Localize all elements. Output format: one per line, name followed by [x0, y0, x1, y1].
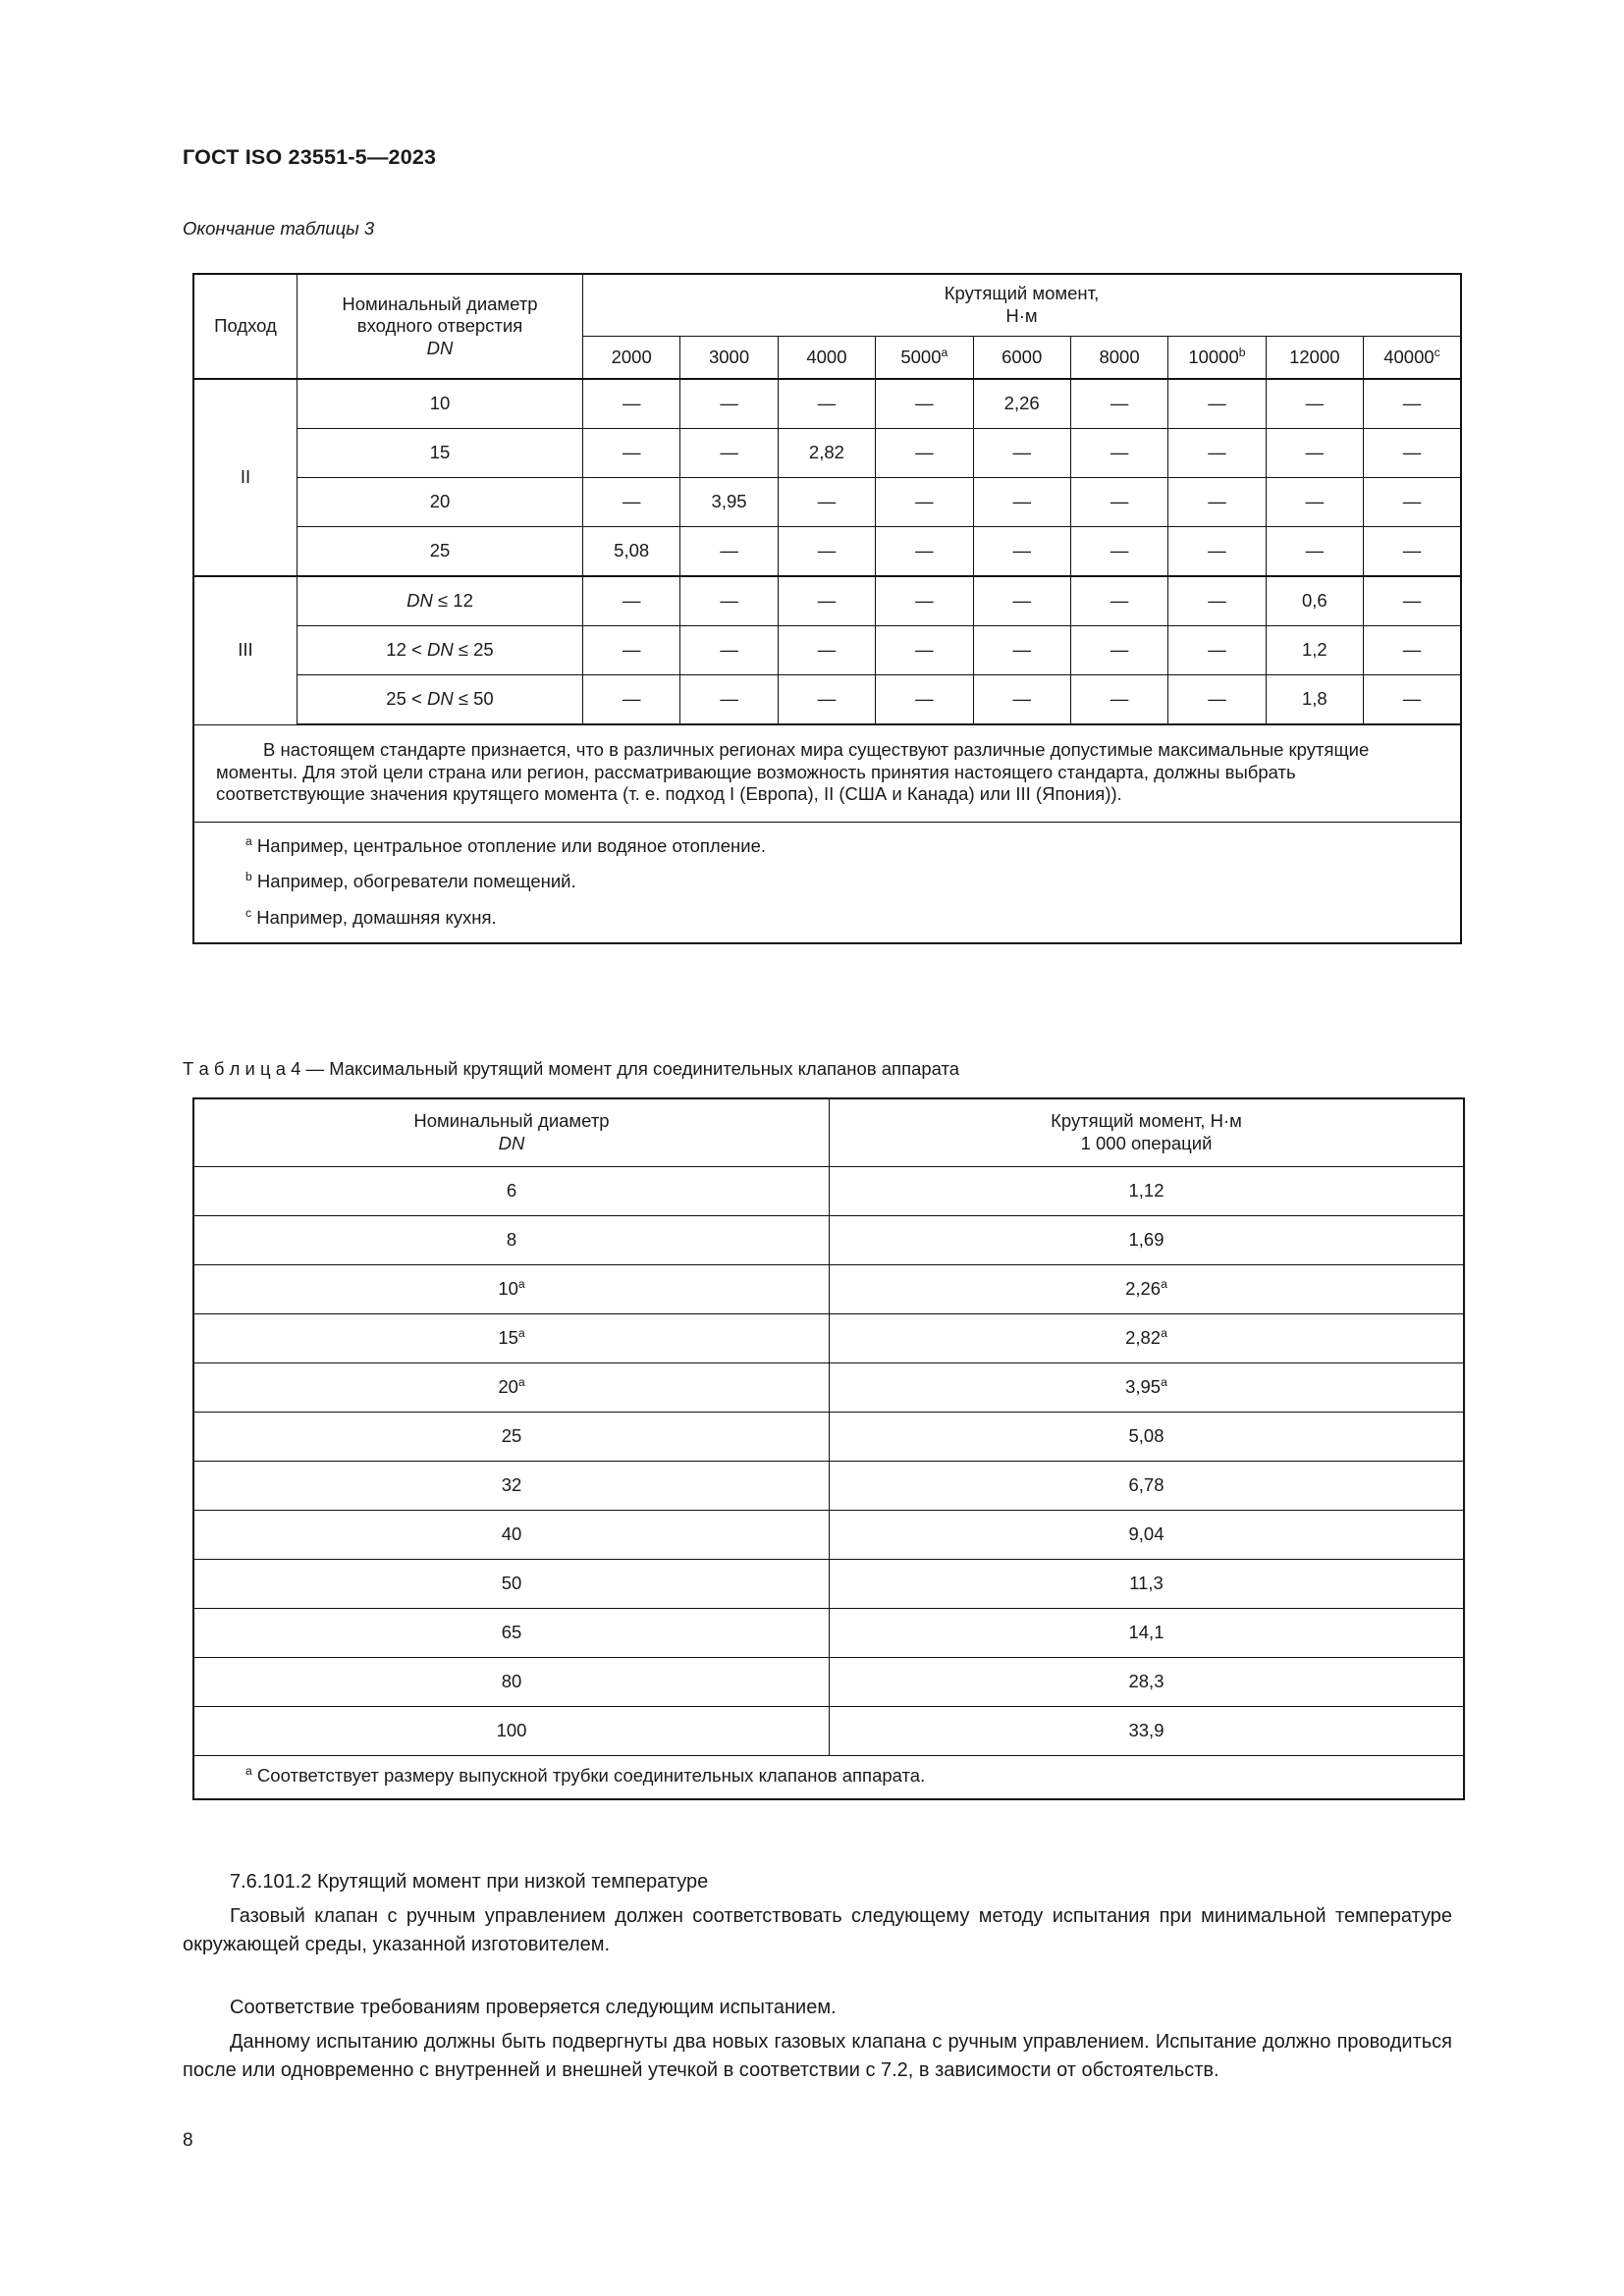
table3-footnote: $^c$ Например, домашняя кухня.	[193, 900, 1461, 944]
footnote-marker: a	[517, 1375, 525, 1390]
table4-data-row	[193, 1658, 1464, 1707]
table4-torque-cell: 1,12	[830, 1167, 1465, 1216]
table3-value-cell: —	[1168, 626, 1266, 675]
page-number: 8	[183, 2130, 193, 2151]
table4-torque-cell: 28,3	[830, 1658, 1465, 1707]
table4-header-row	[193, 1098, 1464, 1167]
table4-torque-cell: 2,26$^a$	[830, 1265, 1465, 1314]
table3-value-cell: —	[583, 675, 680, 725]
table3-dn-cell: 12 < DN ≤ 25	[298, 626, 583, 675]
table3-value-cell: —	[1168, 675, 1266, 725]
table3-data-row	[193, 379, 1461, 429]
table4-torque-cell: 6,78	[830, 1462, 1465, 1511]
table4-dn-cell: 40	[193, 1511, 830, 1560]
table3-value-cell: —	[778, 626, 875, 675]
table3-value-cell: 2,26	[973, 379, 1070, 429]
table3-value-cell: —	[1070, 429, 1167, 478]
page-header-standard-title: ГОСТ ISO 23551-5—2023	[183, 145, 437, 169]
table3-data-row	[193, 429, 1461, 478]
table4-data-row	[193, 1707, 1464, 1756]
table3-value-cell: —	[1168, 576, 1266, 626]
table3-value-cell: 1,2	[1266, 626, 1363, 675]
table3-value-cell: —	[876, 527, 973, 577]
table4-data-row	[193, 1363, 1464, 1413]
table3-value-cell: —	[1266, 527, 1363, 577]
table3-value-cell: —	[680, 429, 778, 478]
table3-approach-cell: III	[193, 576, 298, 724]
footnote-marker: a	[1161, 1277, 1167, 1292]
table3-value-cell: —	[973, 527, 1070, 577]
table4-data-row	[193, 1511, 1464, 1560]
table3-value-cell: —	[1266, 379, 1363, 429]
table3-value-cell: —	[973, 626, 1070, 675]
table3-value-cell: —	[583, 429, 680, 478]
table3-value-cell: —	[973, 429, 1070, 478]
table3-value-cell: —	[876, 626, 973, 675]
table4-dn-cell: 20$^a$	[193, 1363, 830, 1413]
footnote-marker: c	[1434, 345, 1440, 359]
footnote-marker: c	[245, 905, 252, 920]
table4-dn-cell: 10$^a$	[193, 1265, 830, 1314]
table3-dn-cell: 10	[298, 379, 583, 429]
table3-column-header: 5000$^a$	[876, 337, 973, 380]
footnote-marker: a	[517, 1326, 525, 1341]
footnote-marker: a	[245, 1763, 252, 1778]
table3-note-row	[193, 724, 1461, 822]
table3-value-cell: —	[1168, 478, 1266, 527]
body-paragraph-1: Газовый клапан с ручным управлением должен соответствовать следующему методу испытания при минимальной температуре окружающей среды, указанной изготовителем.	[183, 1905, 1452, 1956]
table3-footnote-row	[193, 900, 1461, 944]
footnote-marker: b	[245, 870, 252, 884]
table3-value-cell: —	[1364, 675, 1462, 725]
table4-header-torque: Крутящий момент, Н·м 1 000 операций	[830, 1098, 1465, 1167]
table3-value-cell: —	[680, 527, 778, 577]
table3-note: В настоящем стандарте признается, что в различных регионах мира существуют различные допустимые максимальные крутящие моменты. Для этой цели страна или регион, рассматривающие возможность принятия настоящего стандарта, должны выбрать соответствующие значения крутящего момента (т. е. подход I (Европа), II (США и Канада) или III (Япония)).	[193, 724, 1461, 822]
table4-dn-cell: 15$^a$	[193, 1314, 830, 1363]
table3-caption: Окончание таблицы 3	[183, 218, 375, 239]
table3-header-torque: Крутящий момент, Н·м	[583, 274, 1462, 337]
table4-data-row	[193, 1462, 1464, 1511]
table3-value-cell: —	[1364, 429, 1462, 478]
table3-value-cell: —	[680, 626, 778, 675]
table3-value-cell: —	[1364, 379, 1462, 429]
table4-caption-text: Максимальный крутящий момент для соединительных клапанов аппарата	[329, 1058, 960, 1079]
table3-value-cell: —	[778, 576, 875, 626]
table3-value-cell: —	[1070, 626, 1167, 675]
table3-value-cell: —	[778, 675, 875, 725]
table3-column-header: 12000	[1266, 337, 1363, 380]
table4-torque-cell: 5,08	[830, 1413, 1465, 1462]
table3-column-header: 8000	[1070, 337, 1167, 380]
table4-torque-cell: 9,04	[830, 1511, 1465, 1560]
table3-footnote: $^b$ Например, обогреватели помещений.	[193, 864, 1461, 900]
table4-torque-cell: 11,3	[830, 1560, 1465, 1609]
table3-value-cell: —	[1266, 429, 1363, 478]
table3-value-cell: —	[1364, 626, 1462, 675]
table3-approach-cell: II	[193, 379, 298, 576]
table3-value-cell: —	[583, 576, 680, 626]
table3-dn-cell: DN ≤ 12	[298, 576, 583, 626]
table3-header-row-top	[193, 274, 1461, 337]
table3-value-cell: —	[973, 675, 1070, 725]
table3-header-approach: Подход	[193, 274, 298, 379]
footnote-marker: a	[1161, 1326, 1167, 1341]
table4-dn-cell: 8	[193, 1216, 830, 1265]
footnote-marker: a	[1161, 1375, 1167, 1390]
table3-value-cell: —	[876, 576, 973, 626]
table4-data-row	[193, 1167, 1464, 1216]
clause-heading-7-6-101-2: 7.6.101.2 Крутящий момент при низкой температуре	[230, 1871, 709, 1893]
table4-data-row	[193, 1609, 1464, 1658]
table4-dn-cell: 25	[193, 1413, 830, 1462]
table3-column-header: 4000	[778, 337, 875, 380]
table3-value-cell: —	[1364, 478, 1462, 527]
table3-value-cell: —	[680, 576, 778, 626]
table3-value-cell: —	[583, 379, 680, 429]
footnote-marker: b	[1238, 345, 1246, 359]
table-4-connector-valves-torque	[192, 1097, 1465, 1800]
table3-dn-cell: 25	[298, 527, 583, 577]
table3-footnote-row	[193, 864, 1461, 900]
table3-value-cell: —	[778, 379, 875, 429]
table3-data-row	[193, 478, 1461, 527]
table3-value-cell: —	[973, 576, 1070, 626]
table4-dn-cell: 6	[193, 1167, 830, 1216]
table3-value-cell: —	[680, 675, 778, 725]
table4-data-row	[193, 1216, 1464, 1265]
table3-value-cell: —	[1266, 478, 1363, 527]
table4-footnote: $^a$ Соответствует размеру выпускной трубки соединительных клапанов аппарата.	[193, 1756, 1464, 1799]
table4-torque-cell: 14,1	[830, 1609, 1465, 1658]
table-3-torque-continuation	[192, 273, 1462, 944]
table3-value-cell: —	[583, 626, 680, 675]
table3-value-cell: —	[876, 379, 973, 429]
table3-value-cell: —	[1168, 379, 1266, 429]
table3-value-cell: —	[1168, 429, 1266, 478]
table3-value-cell: —	[680, 379, 778, 429]
table3-column-header: 40000$^c$	[1364, 337, 1462, 380]
table3-data-row	[193, 576, 1461, 626]
table4-header-dn: Номинальный диаметр DN	[193, 1098, 830, 1167]
table4-dn-cell: 65	[193, 1609, 830, 1658]
table3-header-dn: Номинальный диаметр входного отверстия DN	[298, 274, 583, 379]
table3-value-cell: —	[1070, 576, 1167, 626]
footnote-marker: a	[941, 345, 948, 359]
table3-value-cell: 0,6	[1266, 576, 1363, 626]
table3-column-header: 2000	[583, 337, 680, 380]
table3-footnote-row	[193, 822, 1461, 864]
table3-column-header: 3000	[680, 337, 778, 380]
table4-dn-cell: 50	[193, 1560, 830, 1609]
table3-value-cell: —	[778, 527, 875, 577]
table4-torque-cell: 1,69	[830, 1216, 1465, 1265]
table3-value-cell: —	[876, 478, 973, 527]
table4-torque-cell: 2,82$^a$	[830, 1314, 1465, 1363]
table3-data-row	[193, 626, 1461, 675]
table4-data-row	[193, 1560, 1464, 1609]
table3-data-row	[193, 527, 1461, 577]
table3-value-cell: —	[973, 478, 1070, 527]
table3-dn-cell: 20	[298, 478, 583, 527]
table3-dn-cell: 15	[298, 429, 583, 478]
table3-value-cell: —	[1364, 576, 1462, 626]
footnote-marker: a	[245, 833, 252, 848]
table4-torque-cell: 33,9	[830, 1707, 1465, 1756]
table4-torque-cell: 3,95$^a$	[830, 1363, 1465, 1413]
table3-data-row	[193, 675, 1461, 725]
table3-value-cell: —	[876, 675, 973, 725]
table3-dn-cell: 25 < DN ≤ 50	[298, 675, 583, 725]
table4-data-row	[193, 1265, 1464, 1314]
table3-column-header: 10000$^b$	[1168, 337, 1266, 380]
body-paragraph-2: Соответствие требованиям проверяется следующим испытанием.	[230, 1997, 837, 2018]
table4-dn-cell: 32	[193, 1462, 830, 1511]
table4-dn-cell: 100	[193, 1707, 830, 1756]
table3-value-cell: —	[1070, 675, 1167, 725]
table3-value-cell: 1,8	[1266, 675, 1363, 725]
table3-value-cell: —	[876, 429, 973, 478]
table3-value-cell: —	[1070, 527, 1167, 577]
table3-value-cell: —	[583, 478, 680, 527]
body-paragraph-3: Данному испытанию должны быть подвергнуты два новых газовых клапана с ручным управлением. Испытание должно проводиться после или одновременно с внутренней и внешней утечкой в соответствии с 7.2, в зависимости от обстоятельств.	[183, 2031, 1452, 2082]
table3-value-cell: 3,95	[680, 478, 778, 527]
table3-value-cell: —	[1070, 478, 1167, 527]
table3-column-header: 6000	[973, 337, 1070, 380]
footnote-marker: a	[517, 1277, 525, 1292]
table4-dn-cell: 80	[193, 1658, 830, 1707]
table4-caption	[183, 1058, 959, 1080]
table3-footnote: $^a$ Например, центральное отопление или водяное отопление.	[193, 822, 1461, 864]
table3-value-cell: 5,08	[583, 527, 680, 577]
table3-value-cell: —	[1364, 527, 1462, 577]
table4-footnote-row	[193, 1756, 1464, 1799]
table3-value-cell: —	[1070, 379, 1167, 429]
table3-value-cell: —	[778, 478, 875, 527]
table4-caption-prefix: Т а б л и ц а 4 —	[183, 1058, 330, 1079]
table4-data-row	[193, 1314, 1464, 1363]
table3-value-cell: 2,82	[778, 429, 875, 478]
table3-value-cell: —	[1168, 527, 1266, 577]
table4-data-row	[193, 1413, 1464, 1462]
